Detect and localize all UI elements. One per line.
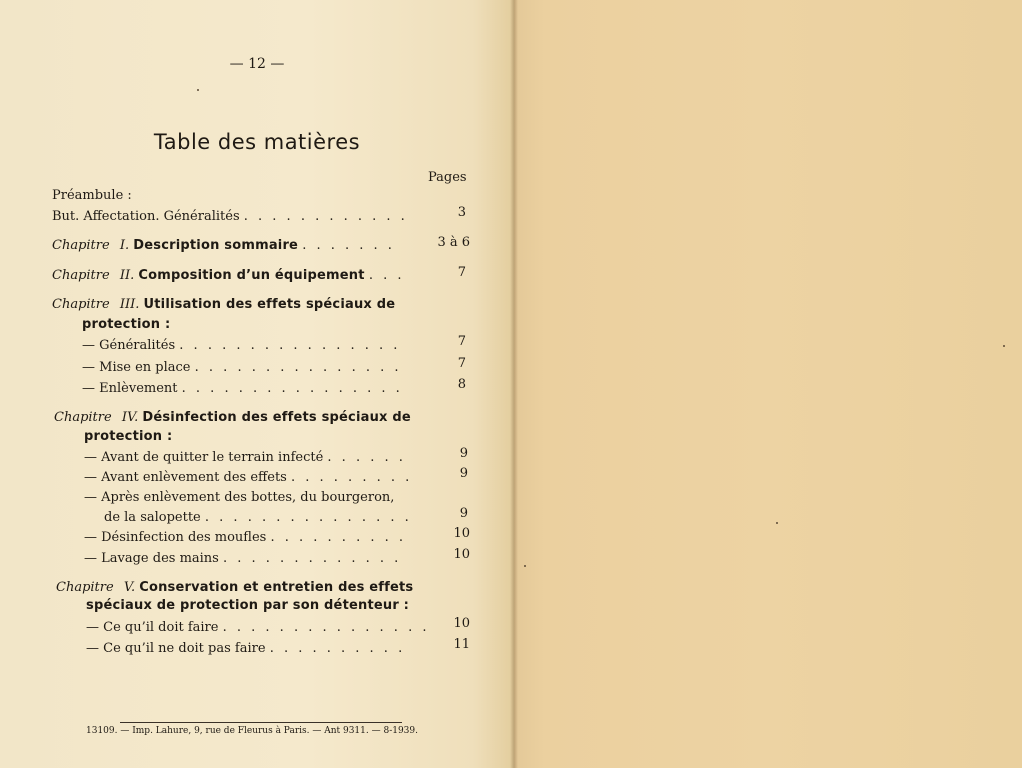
chapter-number: II. bbox=[119, 268, 135, 283]
footer-rule bbox=[120, 722, 402, 723]
preamble-label: Préambule : bbox=[52, 188, 132, 203]
page-ref: 3 à 6 bbox=[437, 235, 470, 250]
leader-dots: . . . . . . . . . . . . . . . . bbox=[181, 381, 403, 396]
toc-entry-chapter-1 bbox=[52, 238, 395, 253]
toc-entry-text: But. Affectation. Généralités bbox=[52, 209, 240, 224]
leader-dots: . . . . . . . bbox=[302, 238, 395, 253]
chapter-label: Chapitre bbox=[54, 410, 112, 425]
toc-entry-text: de la salopette bbox=[104, 510, 201, 525]
paper-speck bbox=[776, 522, 778, 524]
chapter-title: Composition d’un équipement bbox=[138, 268, 365, 283]
leader-dots: . . . . . . . . . . . . . . . bbox=[204, 510, 412, 525]
chapter-label: Chapitre bbox=[52, 297, 110, 312]
page-title: Table des matières bbox=[153, 130, 361, 154]
page-ref: 9 bbox=[459, 466, 468, 481]
book-gutter bbox=[510, 0, 518, 768]
toc-subentry bbox=[84, 551, 401, 566]
chapter-number: III. bbox=[119, 297, 140, 312]
toc-subentry bbox=[86, 620, 429, 635]
toc-subentry-continued bbox=[104, 510, 412, 525]
page-ref: 11 bbox=[453, 637, 470, 652]
pages-column-header: Pages bbox=[428, 170, 467, 185]
toc-entry-text: — Ce qu’il ne doit pas faire bbox=[86, 641, 266, 656]
leader-dots: . . . . . . . . . . . . . . . bbox=[222, 620, 430, 635]
paper-speck bbox=[197, 89, 199, 91]
toc-entry-text: — Lavage des mains bbox=[84, 551, 219, 566]
toc-entry-text: — Enlèvement bbox=[82, 381, 178, 396]
leader-dots: . . . bbox=[368, 268, 405, 283]
paper-speck bbox=[1003, 345, 1005, 347]
page-number: — 12 — bbox=[229, 56, 285, 72]
toc-subentry: — Après enlèvement des bottes, du bourgeron, bbox=[84, 490, 395, 505]
chapter-label: Chapitre bbox=[52, 268, 110, 283]
toc-entry-text: — Désinfection des moufles bbox=[84, 530, 267, 545]
toc-subentry bbox=[84, 530, 406, 545]
toc-entry-text: — Avant enlèvement des effets bbox=[84, 470, 287, 485]
chapter-title-continued: protection : bbox=[82, 317, 171, 332]
toc-subentry bbox=[84, 450, 406, 465]
leader-dots: . . . . . . bbox=[327, 450, 406, 465]
leader-dots: . . . . . . . . . bbox=[291, 470, 413, 485]
page-ref: 10 bbox=[453, 526, 470, 541]
toc-subentry bbox=[86, 641, 405, 656]
toc-subentry bbox=[82, 360, 402, 375]
toc-entry-chapter-4 bbox=[54, 410, 411, 425]
chapter-number: I. bbox=[119, 238, 130, 253]
leader-dots: . . . . . . . . . . bbox=[269, 641, 406, 656]
right-page bbox=[514, 0, 1022, 768]
chapter-title: Description sommaire bbox=[133, 238, 299, 253]
page-ref: 9 bbox=[459, 506, 468, 521]
page-ref: 7 bbox=[457, 334, 466, 349]
leader-dots: . . . . . . . . . . . . . bbox=[223, 551, 402, 566]
toc-entry-chapter-3 bbox=[52, 297, 395, 312]
printer-imprint: 13109. — Imp. Lahure, 9, rue de Fleurus à Paris. — Ant 9311. — 8-1939. bbox=[86, 726, 418, 736]
leader-dots: . . . . . . . . . . . . bbox=[243, 209, 408, 224]
chapter-title: Utilisation des effets spéciaux de bbox=[143, 297, 396, 312]
paper-speck bbox=[524, 565, 526, 567]
toc-entry-text: — Généralités bbox=[82, 338, 176, 353]
chapter-title: Conservation et entretien des effets bbox=[139, 580, 414, 595]
leader-dots: . . . . . . . . . . . . . . . bbox=[194, 360, 402, 375]
chapter-label: Chapitre bbox=[56, 580, 114, 595]
page-ref: 10 bbox=[453, 547, 470, 562]
toc-entry-chapter-2 bbox=[52, 268, 405, 283]
page-ref: 9 bbox=[459, 446, 468, 461]
toc-subentry bbox=[82, 381, 403, 396]
chapter-number: IV. bbox=[121, 410, 139, 425]
page-ref: 3 bbox=[457, 205, 466, 220]
toc-subentry bbox=[82, 338, 400, 353]
toc-subentry bbox=[84, 470, 412, 485]
toc-entry-preamble bbox=[52, 209, 408, 224]
page-ref: 7 bbox=[457, 265, 466, 280]
toc-entry-chapter-5 bbox=[56, 580, 413, 595]
page-ref: 10 bbox=[453, 616, 470, 631]
leader-dots: . . . . . . . . . . . . . . . . bbox=[179, 338, 401, 353]
chapter-label: Chapitre bbox=[52, 238, 110, 253]
toc-entry-text: — Ce qu’il doit faire bbox=[86, 620, 219, 635]
chapter-number: V. bbox=[123, 580, 136, 595]
chapter-title-continued: protection : bbox=[84, 429, 173, 444]
toc-entry-text: — Avant de quitter le terrain infecté bbox=[84, 450, 324, 465]
chapter-title: Désinfection des effets spéciaux de bbox=[142, 410, 411, 425]
chapter-title-continued: spéciaux de protection par son détenteur : bbox=[86, 598, 410, 613]
page-ref: 8 bbox=[457, 377, 466, 392]
page-ref: 7 bbox=[457, 356, 466, 371]
toc-entry-text: — Mise en place bbox=[82, 360, 191, 375]
leader-dots: . . . . . . . . . . bbox=[270, 530, 406, 545]
